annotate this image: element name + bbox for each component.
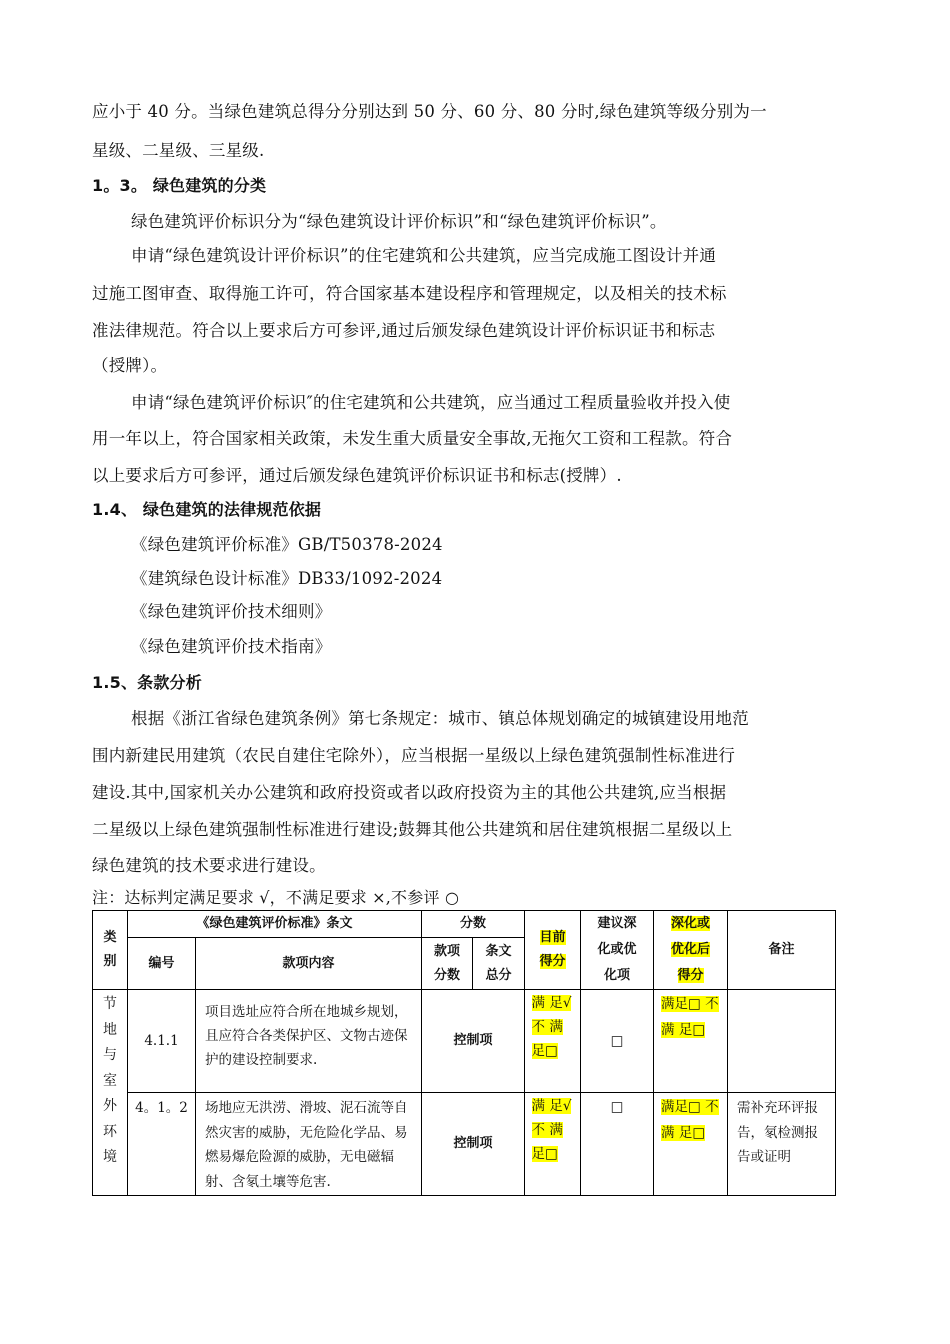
current-score-cell [525,990,581,1093]
remark-cell: 需补充环评报告，氡检测报告或证明 [728,1093,836,1196]
paragraph-line: 星级、二星级、三星级. [92,141,265,160]
header-current-score: 目前得分 [525,911,581,990]
section-heading-1-4: 1.4、 绿色建筑的法律规范依据 [92,500,322,519]
clause-analysis-table [92,910,836,1196]
reference-item: 《绿色建筑评价标准》GB/T50378-2024 [131,535,443,554]
optimized-score-cell [654,990,728,1093]
paragraph-line: 过施工图审查、取得施工许可，符合国家基本建设程序和管理规定，以及相关的技术标 [92,284,727,303]
header-clause: 《绿色建筑评价标准》条文 [128,911,422,938]
paragraph-line: 根据《浙江省绿色建筑条例》第七条规定：城市、镇总体规划确定的城镇建设用地范 [131,709,749,728]
current-score-cell [525,1093,581,1196]
current-score-text: 满 足√ 不 满足□ [531,995,572,1059]
optimized-score-text: 满足□ 不 满 足□ [661,1099,719,1141]
reference-item: 《绿色建筑评价技术细则》 [131,602,332,621]
header-item-score: 款项分数 [422,938,473,990]
paragraph-line: 应小于 40 分。当绿色建筑总得分分别达到 50 分、60 分、80 分时,绿色建筑等级分别为一 [92,102,767,121]
header-number: 编号 [128,938,196,990]
paragraph-line: 绿色建筑的技术要求进行建设。 [92,856,326,875]
paragraph-line: 准法律规范。符合以上要求后方可参评,通过后颁发绿色建筑设计评价标识证书和标志 [92,321,716,340]
header-remark: 备注 [728,911,836,990]
current-score-text: 满 足√ 不 满足□ [531,1098,572,1162]
suggest-checkbox: □ [581,990,654,1093]
clause-score: 控制项 [422,1093,525,1196]
paragraph-line: 围内新建民用建筑（农民自建住宅除外），应当根据一星级以上绿色建筑强制性标准进行 [92,746,736,765]
paragraph-line: （授牌）。 [92,356,168,375]
header-category: 类别 [93,911,128,990]
paragraph-line: 二星级以上绿色建筑强制性标准进行建设;鼓舞其他公共建筑和居住建筑根据二星级以上 [92,820,733,839]
paragraph-line: 绿色建筑评价标识分为“绿色建筑设计评价标识”和“绿色建筑评价标识”。 [131,212,667,231]
clause-number: 4.1.1 [128,990,196,1093]
paragraph-line: 申请“绿色建筑设计评价标识”的住宅建筑和公共建筑，应当完成施工图设计并通 [131,246,717,265]
header-score: 分数 [422,911,525,938]
clause-content: 项目选址应符合所在地城乡规划，且应符合各类保护区、文物古迹保护的建设控制要求. [196,990,422,1093]
clause-number: 4。1。2 [128,1093,196,1196]
paragraph-line: 建设.其中,国家机关办公建筑和政府投资或者以政府投资为主的其他公共建筑,应当根据 [92,783,727,802]
clause-score: 控制项 [422,990,525,1093]
paragraph-line: 以上要求后方可参评，通过后颁发绿色建筑评价标识证书和标志(授牌）. [92,466,622,485]
reference-item: 《建筑绿色设计标准》DB33/1092-2024 [131,569,443,588]
header-suggest: 建议深化或优化项 [581,911,654,990]
section-heading-1-3: 1。3。 绿色建筑的分类 [92,176,267,195]
suggest-checkbox: □ [581,1093,654,1196]
clause-content: 场地应无洪涝、滑坡、泥石流等自然灾害的威胁，无危险化学品、易燃易爆危险源的威胁，无电磁辐射、含氡土壤等危害. [196,1093,422,1196]
legend-note: 注：达标判定满足要求 √，不满足要求 ×,不参评 ○ [92,888,460,907]
header-optimized-score: 深化或优化后得分 [654,911,728,990]
remark-cell [728,990,836,1093]
header-total-score: 条文总分 [473,938,525,990]
section-heading-1-5: 1.5、条款分析 [92,673,202,692]
category-cell: 节地与室外环境 [93,990,128,1196]
paragraph-line: 用一年以上，符合国家相关政策，未发生重大质量安全事故,无拖欠工资和工程款。符合 [92,429,733,448]
optimized-score-text: 满足□ 不 满 足□ [661,996,719,1038]
paragraph-line: 申请“绿色建筑评价标识″的住宅建筑和公共建筑，应当通过工程质量验收并投入使 [131,393,731,412]
optimized-score-cell [654,1093,728,1196]
reference-item: 《绿色建筑评价技术指南》 [131,637,332,656]
header-content: 款项内容 [196,938,422,990]
